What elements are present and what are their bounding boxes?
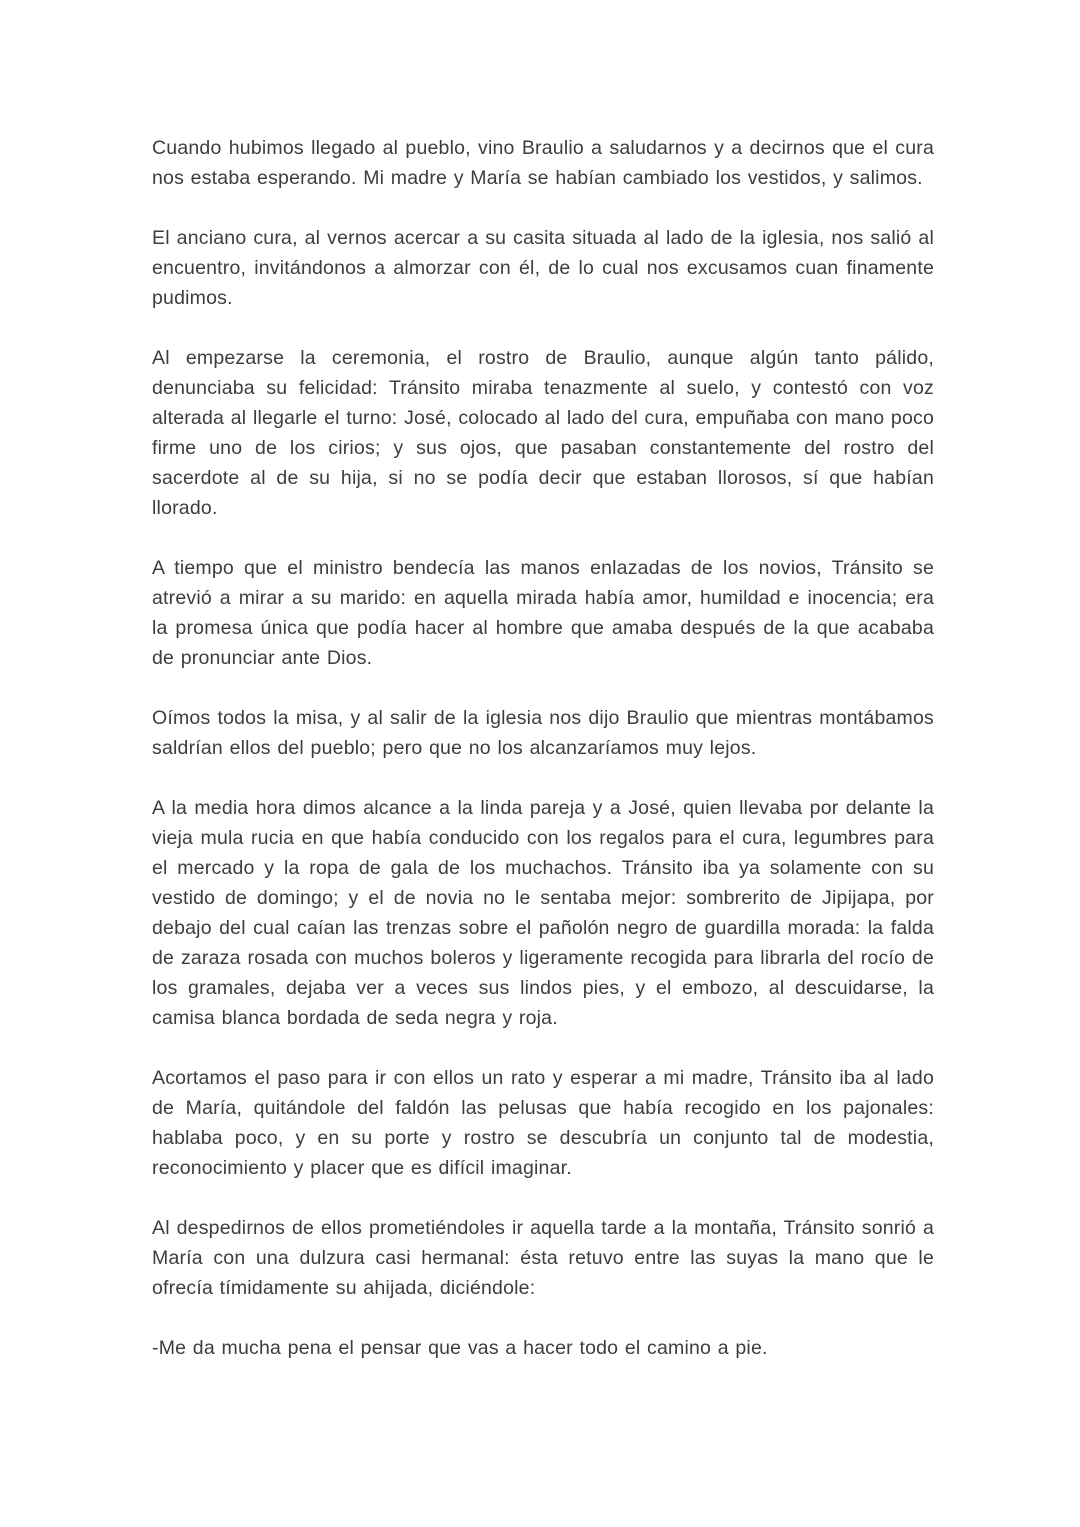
paragraph: -Me da mucha pena el pensar que vas a hacer todo el camino a pie.: [152, 1337, 768, 1359]
paragraph: A tiempo que el ministro bendecía las manos enlazadas de los novios, Tránsito se atrevió a mirar a su marido: en aquella mirada había amor, humildad e inocencia; era la promesa única que podía hacer al hombre que amaba después de la que acababa de pronunciar ante Dios.: [152, 557, 934, 669]
paragraph: A la media hora dimos alcance a la linda pareja y a José, quien llevaba por delante la vieja mula rucia en que había conducido con los regalos para el cura, legumbres para el mercado y la ropa de gala de los muchachos. Tránsito iba ya solamente con su vestido de domingo; y el de novia no le sentaba mejor: sombrerito de Jipijapa, por debajo del cual caían las trenzas sobre el pañolón negro de guardilla morada: la falda de zaraza rosada con muchos boleros y ligeramente recogida para librarla del rocío de los gramales, dejaba ver a veces sus lindos pies, y el embozo, al descuidarse, la camisa blanca bordada de seda negra y roja.: [152, 797, 934, 1029]
paragraph: Al empezarse la ceremonia, el rostro de Braulio, aunque algún tanto pálido, denunciaba su felicidad: Tránsito miraba tenazmente al suelo, y contestó con voz alterada al llegarle el turno: José, colocado al lado del cura, empuñaba con mano poco firme uno de los cirios; y sus ojos, que pasaban constantemente del rostro del sacerdote al de su hija, si no se podía decir que estaban llorosos, sí que habían llorado.: [152, 347, 934, 519]
paragraph: Al despedirnos de ellos prometiéndoles ir aquella tarde a la montaña, Tránsito sonrió a María con una dulzura casi hermanal: ésta retuvo entre las suyas la mano que le ofrecía tímidamente su ahijada, diciéndole:: [152, 1217, 934, 1299]
paragraph: El anciano cura, al vernos acercar a su casita situada al lado de la iglesia, nos salió al encuentro, invitándonos a almorzar con él, de lo cual nos excusamos cuan finamente pudimos.: [152, 227, 934, 309]
paragraph: Oímos todos la misa, y al salir de la iglesia nos dijo Braulio que mientras montábamos saldrían ellos del pueblo; pero que no los alcanzaríamos muy lejos.: [152, 707, 934, 759]
paragraph: Cuando hubimos llegado al pueblo, vino Braulio a saludarnos y a decirnos que el cura nos estaba esperando. Mi madre y María se habían cambiado los vestidos, y salimos.: [152, 137, 934, 189]
text-block: [152, 133, 934, 1363]
paragraph: Acortamos el paso para ir con ellos un rato y esperar a mi madre, Tránsito iba al lado de María, quitándole del faldón las pelusas que había recogido en los pajonales: hablaba poco, y en su porte y rostro se descubría un conjunto tal de modestia, reconocimiento y placer que es difícil imaginar.: [152, 1067, 934, 1179]
